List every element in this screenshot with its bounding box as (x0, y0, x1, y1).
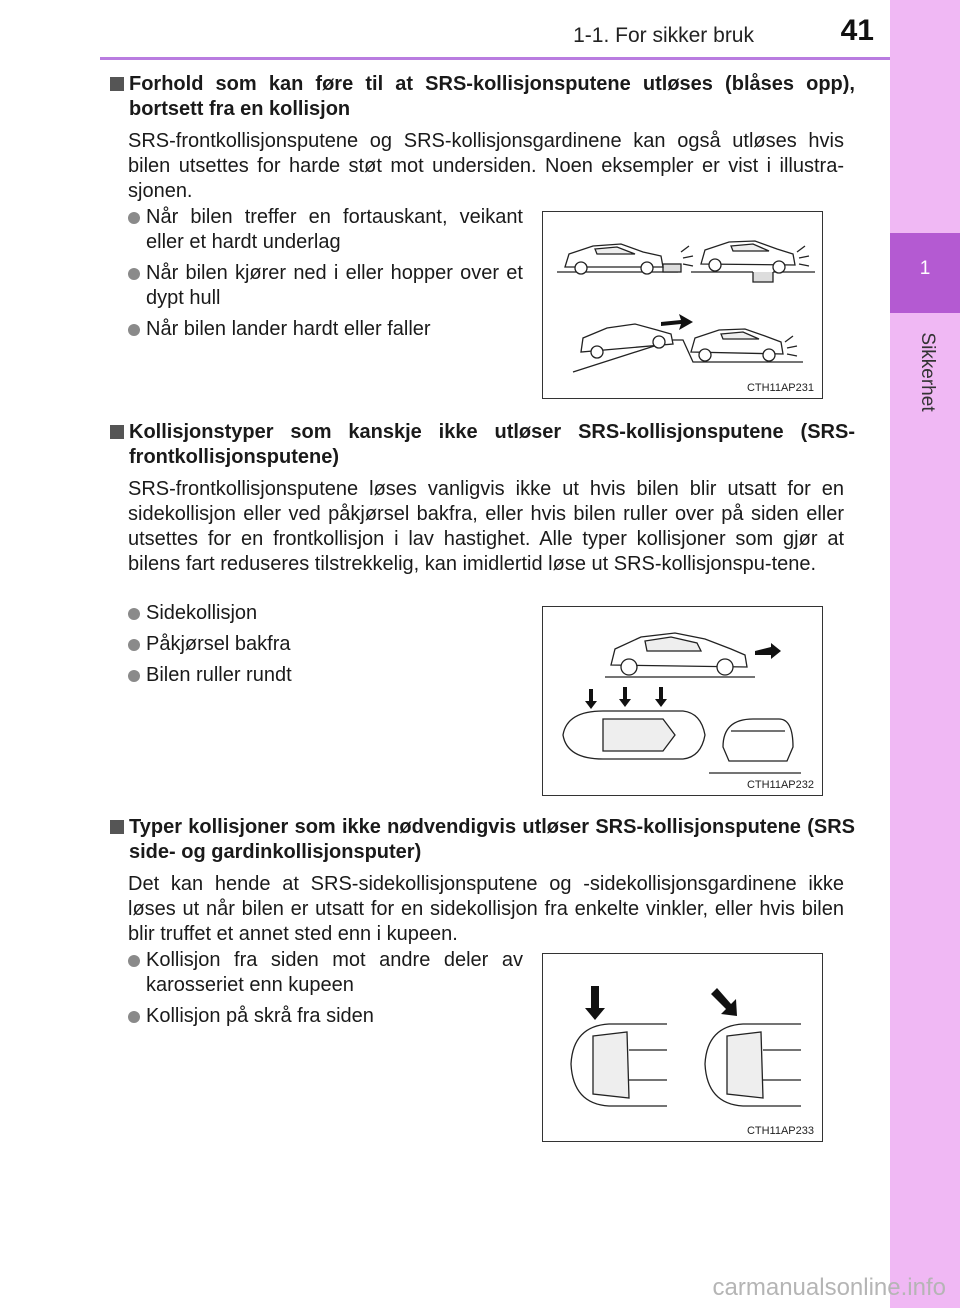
figure-code: CTH11AP231 (746, 382, 814, 394)
list-item (128, 663, 523, 688)
chapter-tab-label (907, 322, 947, 422)
list-item-text: Bilen ruller rundt (146, 664, 292, 686)
section-1 (110, 72, 855, 204)
square-bullet-icon (110, 425, 124, 439)
list-item-text: Når bilen lander hardt eller faller (146, 318, 431, 340)
bullet-dot-icon (128, 955, 140, 967)
list-item-text: Sidekollisjon (146, 602, 258, 624)
angled-side-impact-illustration (543, 954, 822, 1141)
section-2 (110, 420, 855, 577)
bullet-dot-icon (128, 639, 140, 651)
list-item (128, 205, 523, 255)
section-heading-text: Kollisjonstyper som kanskje ikke utløser SRS-kollisjonsputene (SRS-frontkollisjonsputene) (129, 421, 855, 468)
page-header (100, 0, 890, 60)
list-item-text: Kollisjon på skrå fra siden (146, 1005, 374, 1027)
list-item (128, 948, 523, 998)
list-item-text: Når bilen treffer en fortauskant, veikant eller et hardt underlag (146, 206, 523, 253)
curb-impact-illustration (543, 212, 822, 398)
figure-code: CTH11AP233 (746, 1125, 814, 1137)
bullet-list-3 (128, 948, 523, 1035)
chapter-tab-label-text: Sikkerhet (917, 332, 938, 412)
section-heading-text: Forhold som kan føre til at SRS-kollisjonsputene utløses (blåses opp), bortsett fra en kollisjon (129, 73, 855, 120)
chapter-tab-number: 1 (919, 258, 931, 279)
figure-code: CTH11AP232 (746, 779, 814, 791)
figure-cth11ap232 (542, 606, 823, 796)
section-heading (110, 72, 855, 122)
bullet-list-1 (128, 205, 523, 348)
section-3 (110, 815, 855, 947)
page-number: 41 (840, 14, 874, 47)
list-item (128, 1004, 523, 1029)
bullet-dot-icon (128, 212, 140, 224)
chapter-tab[interactable] (890, 233, 960, 313)
figure-cth11ap231 (542, 211, 823, 399)
bullet-dot-icon (128, 670, 140, 682)
chapter-title: 1-1. For sikker bruk (573, 24, 754, 47)
bullet-dot-icon (128, 1011, 140, 1023)
section-heading (110, 815, 855, 865)
list-item (128, 632, 523, 657)
list-item (128, 261, 523, 311)
list-item (128, 317, 523, 342)
bullet-dot-icon (128, 268, 140, 280)
bullet-dot-icon (128, 324, 140, 336)
bullet-dot-icon (128, 608, 140, 620)
watermark[interactable]: carmanualsonline.info (712, 1274, 946, 1301)
section-heading-text: Typer kollisjoner som ikke nødvendigvis utløser SRS-kollisjonsputene (SRS side- og gardinkollisjonsputer) (129, 816, 855, 863)
side-rear-rollover-illustration (543, 607, 822, 795)
figure-cth11ap233 (542, 953, 823, 1142)
list-item-text: Påkjørsel bakfra (146, 633, 291, 655)
section-heading (110, 420, 855, 470)
list-item-text: Kollisjon fra siden mot andre deler av karosseriet enn kupeen (146, 949, 523, 996)
square-bullet-icon (110, 77, 124, 91)
square-bullet-icon (110, 820, 124, 834)
list-item (128, 601, 523, 626)
bullet-list-2 (128, 601, 523, 694)
section-body: SRS-frontkollisjonsputene løses vanligvis ikke ut hvis bilen blir utsatt for en sidekollisjon eller ved påkjørsel bakfra, eller hvis bilen ruller over på siden eller utsettes for en frontkollisjon i lav hastighet. Alle typer kollisjoner som gjør at bilens fart reduseres tilstrekkelig, kan imidlertid løse ut SRS-kollisjonspu-tene. (128, 478, 844, 575)
section-body: SRS-frontkollisjonsputene og SRS-kollisjonsgardinene kan også utløses hvis bilen utsettes for harde støt mot undersiden. Noen eksempler er vist i illustra-sjonen. (128, 130, 844, 202)
list-item-text: Når bilen kjører ned i eller hopper over et dypt hull (146, 262, 523, 309)
side-strip (890, 0, 960, 1308)
section-body: Det kan hende at SRS-sidekollisjonsputene og -sidekollisjonsgardinene ikke løses ut når bilen er utsatt for en sidekollisjon fra enkelte vinkler, eller hvis bilen blir truffet et annet sted enn i kupeen. (128, 873, 844, 945)
header-rule (100, 57, 890, 60)
